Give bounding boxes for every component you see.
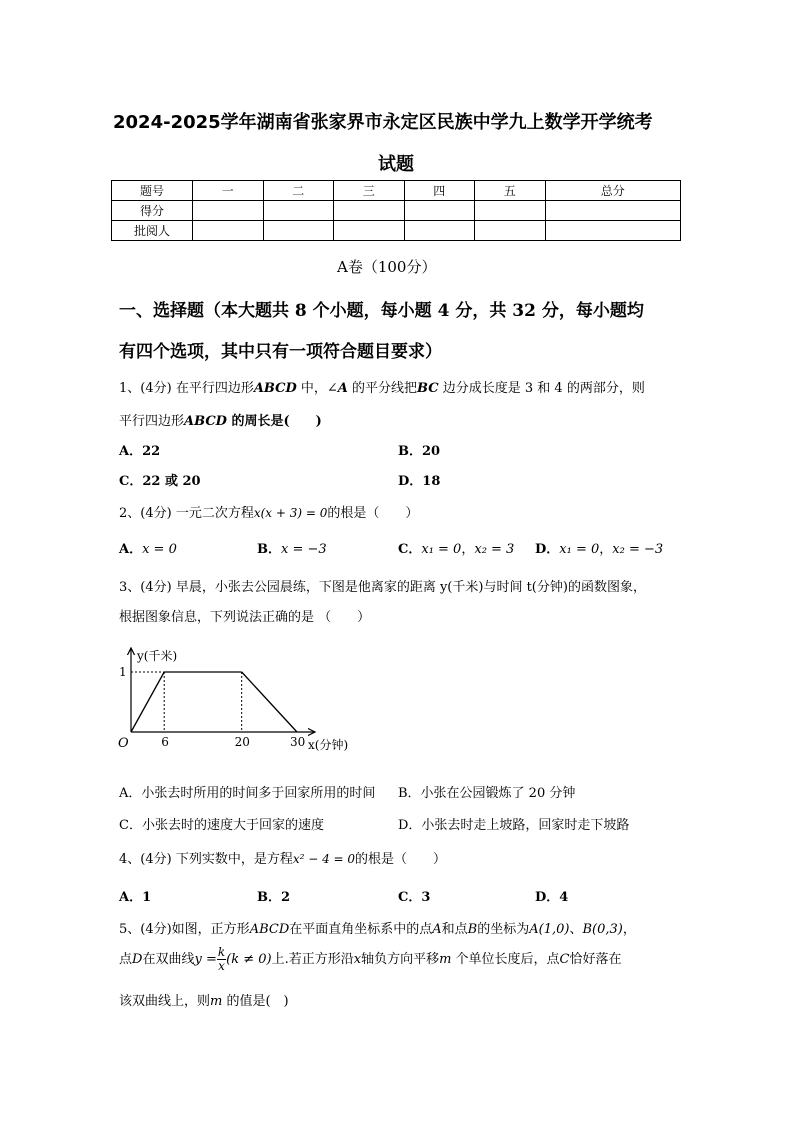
q3-option-d[interactable]: D．小张去时走上坡路，回家时走下坡路 [398,818,630,833]
score-table-header-cell: 题号 [112,181,193,201]
q2-option-label: C． [398,542,422,557]
q1-option-c[interactable]: C．22 或 20 [119,474,201,489]
score-table [111,180,681,241]
reviewer-cell[interactable] [475,221,546,241]
q1-text: 边分成长度是 3 和 4 的两部分，则 [438,381,645,396]
q2-option-value: x₂ = 3 [474,542,515,557]
q5-text: 轴负方向平移 [361,952,440,967]
score-cell[interactable] [263,201,334,221]
q2-option-value: x₂ = −3 [612,542,664,557]
q5-m: m [439,952,452,967]
score-table-row [112,221,681,241]
q5-coord-a: A(1,0) [529,922,570,937]
score-cell[interactable] [334,201,405,221]
question-5-stem-continued [119,946,622,974]
reviewer-cell[interactable] [193,221,264,241]
q5-text: 在双曲线 [142,952,195,967]
q5-text: 恰好落在 [569,952,622,967]
q2-text: 2、(4分) 一元二次方程 [119,506,254,521]
q5-hyperbola-lhs: y = [194,952,217,967]
q2-equation: x(x + 3) = 0 [253,506,328,520]
reviewer-cell[interactable] [263,221,334,241]
q4-option-d[interactable]: D．4 [535,890,569,905]
q5-condition: (k ≠ 0) [226,952,272,967]
q3-option-a[interactable]: A．小张去时所用的时间多于回家所用的时间 [119,786,376,801]
q4-text: 的根是（ ） [355,852,447,867]
origin-label: O [118,736,129,751]
score-table-header-cell: 三 [334,181,405,201]
q5-text: 个单位长度后，点 [451,952,560,967]
series-segment [242,672,297,732]
y-tick-label: 1 [119,665,127,679]
q1-option-a[interactable]: A．22 [119,444,161,459]
score-table-header-cell: 总分 [545,181,681,201]
q5-text: 的坐标为 [477,922,530,937]
q2-option-label: D． [535,542,560,557]
q5-text: 的值是( ) [222,994,289,1009]
reviewer-cell[interactable] [545,221,681,241]
reviewer-cell[interactable] [334,221,405,241]
q5-point-a: A [432,922,442,937]
q2-separator: ， [461,542,475,557]
score-cell[interactable] [475,201,546,221]
q1-text: 的周长是( ) [226,414,322,429]
question-3-stem: 3、(4分) 早晨，小张去公园晨练，下图是他离家的距离 y(千米)与时间 t(分钟)的函数图象， [119,580,646,595]
x-tick-label: 30 [290,735,306,749]
q5-m: m [210,994,223,1009]
q4-equation: x² − 4 = 0 [292,852,356,866]
q2-option-a[interactable] [119,538,177,557]
score-table-header-row [112,181,681,201]
q5-text: 点 [119,952,133,967]
q2-option-value: x = 0 [142,542,177,557]
page-title-continued: 试题 [378,154,414,175]
q3-distance-time-graph [110,640,370,760]
score-table-header-cell: 四 [404,181,475,201]
q4-option-a[interactable]: A．1 [119,890,152,905]
q5-abcd: ABCD [249,922,290,937]
q2-option-value: x = −3 [281,542,327,557]
q2-option-d[interactable] [535,538,663,557]
score-cell[interactable] [193,201,264,221]
q2-text: 的根是（ ） [327,506,419,521]
score-table-header-cell: 五 [475,181,546,201]
q5-text: 该双曲线上，则 [119,994,211,1009]
question-4-stem [119,848,446,867]
q2-option-label: B． [257,542,281,557]
series-segment [131,672,164,732]
q1-abcd: ABCD [184,414,227,429]
score-table-row-label: 批阅人 [112,221,193,241]
question-1-stem-continued [119,410,322,429]
q2-option-label: A． [119,542,143,557]
question-3-stem-continued: 根据图象信息，下列说法正确的是 （ ） [119,610,371,625]
x-tick-label: 6 [161,735,169,749]
q2-option-value: x₁ = 0 [421,542,462,557]
x-tick-label: 20 [234,735,250,749]
question-5-stem-end [119,990,289,1009]
q1-text: 中，∠ [296,381,338,396]
score-table-header-cell: 一 [193,181,264,201]
q3-option-c[interactable]: C．小张去时的速度大于回家的速度 [119,818,324,833]
score-cell[interactable] [404,201,475,221]
section-heading: 一、选择题（本大题共 8 个小题，每小题 4 分，共 32 分，每小题均 [119,301,644,321]
q1-text: 的平分线把 [347,381,418,396]
q5-point-c: C [559,952,570,967]
q3-option-b[interactable]: B．小张在公园锻炼了 20 分钟 [398,786,576,801]
x-axis-label: x(分钟) [308,738,349,752]
score-table-header-cell: 二 [263,181,334,201]
q2-option-value: x₁ = 0 [559,542,600,557]
question-5-stem [119,918,636,937]
q5-text: ， [622,922,636,937]
q1-angle-a: A [337,381,348,396]
q5-point-d: D [132,952,143,967]
q1-abcd: ABCD [253,381,297,396]
reviewer-cell[interactable] [404,221,475,241]
question-1-stem [119,377,645,396]
q2-option-b[interactable] [257,538,327,557]
q5-fraction [217,946,226,973]
q5-x-axis: x [353,952,362,967]
y-axis-label: y(千米) [137,649,178,663]
q5-text: 在平面直角坐标系中的点 [289,922,433,937]
q2-separator: ， [599,542,613,557]
page-title: 2024-2025学年湖南省张家界市永定区民族中学九上数学开学统考 [113,112,653,133]
score-cell[interactable] [545,201,681,221]
q5-point-b: B [467,922,478,937]
q4-option-c[interactable]: C．3 [398,890,431,905]
q1-option-d[interactable]: D．18 [398,474,441,489]
q5-fraction-denominator: x [218,959,225,973]
q4-option-b[interactable]: B．2 [257,890,291,905]
q1-bc: BC [417,381,439,396]
q4-text: 4、(4分) 下列实数中，是方程 [119,852,293,867]
volume-heading: A卷（100分） [337,258,437,276]
q5-text: 5、(4分)如图，正方形 [119,922,250,937]
q1-text: 平行四边形 [119,414,185,429]
q1-text: 1、(4分) 在平行四边形 [119,381,254,396]
q5-text: 、 [569,922,583,937]
q1-option-b[interactable]: B．20 [398,444,441,459]
score-table-row [112,201,681,221]
q2-option-c[interactable] [398,538,514,557]
q5-text: 上.若正方形沿 [271,952,354,967]
score-table-row-label: 得分 [112,201,193,221]
q5-coord-b: B(0,3) [582,922,623,937]
q5-fraction-numerator: k [217,945,226,959]
q5-text: 和点 [441,922,468,937]
section-heading-continued: 有四个选项，其中只有一项符合题目要求） [119,342,442,362]
question-2-stem [119,502,418,521]
